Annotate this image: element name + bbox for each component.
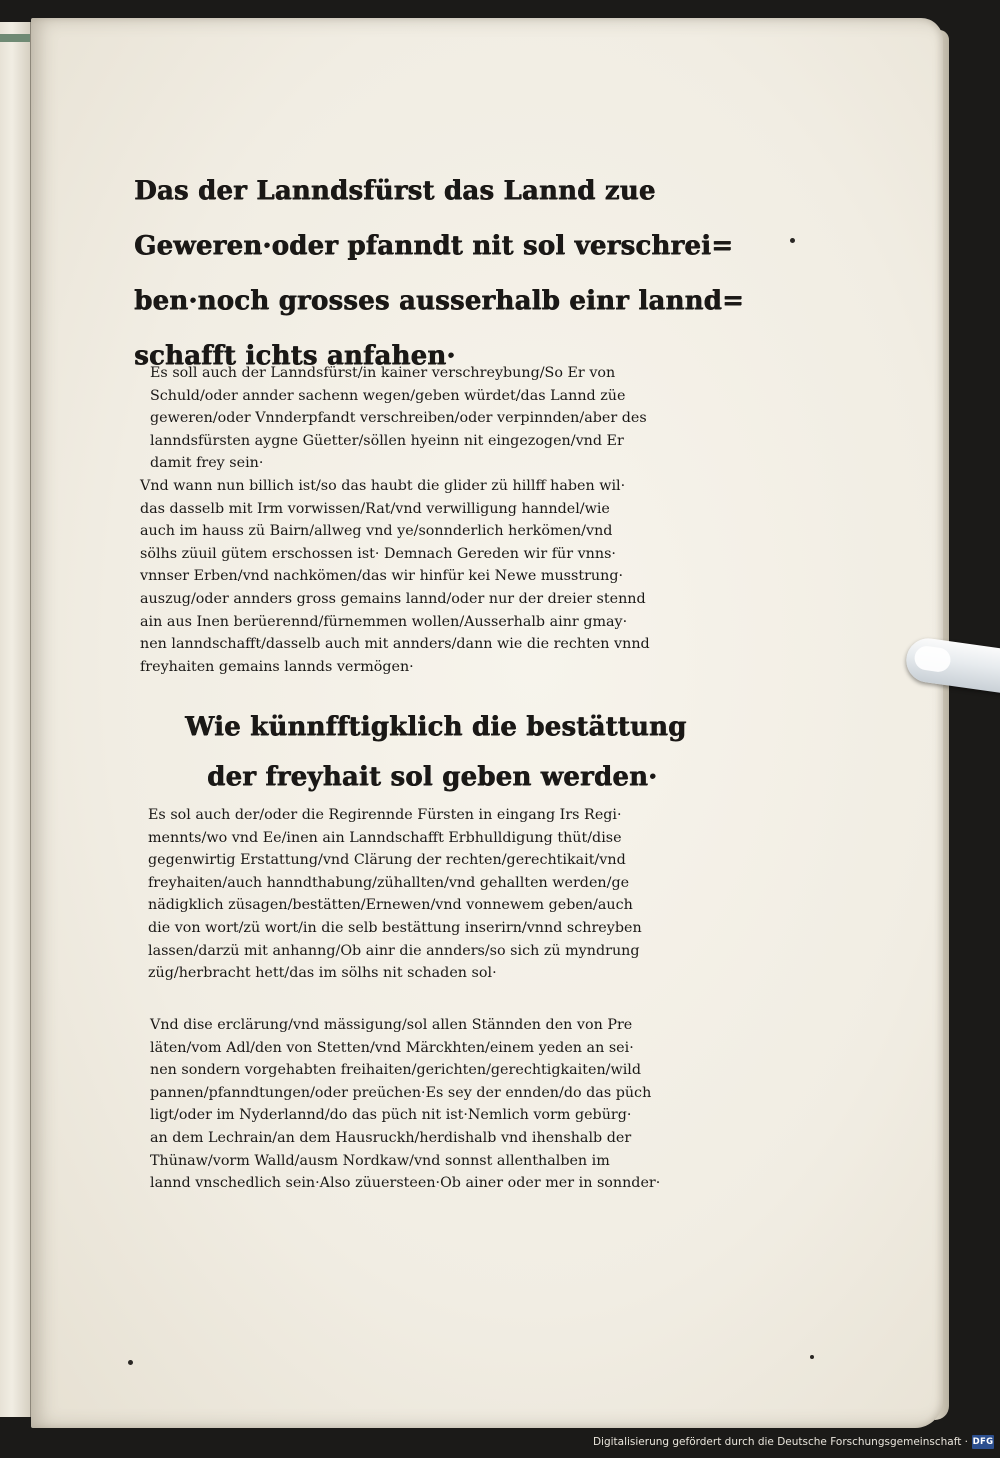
text-line: lassen/darzü mit anhanng/Ob ainr die annders/so sich zü myndrung (148, 942, 640, 959)
text-line: nen sondern vorgehabten freihaiten/gerichten/gerechtigkaiten/wild (150, 1062, 642, 1079)
ink-speck (810, 1355, 814, 1359)
text-line: Thünaw/vorm Walld/ausm Nordkaw/vnd sonnst allenthalben im (150, 1152, 610, 1169)
heading-line: Wie künnfftigklich die bestättung (185, 712, 687, 742)
text-line: pannen/pfanndtungen/oder preüchen·Es sey der ennden/do das püch (150, 1084, 652, 1101)
text-line: damit frey sein· (150, 455, 264, 472)
heading-line: Geweren·oder pfanndt nit sol verschrei= (134, 231, 734, 261)
text-line: die von wort/zü wort/in die selb bestättung inserirn/vnnd schreyben (148, 919, 642, 936)
digitization-credit (593, 1434, 994, 1450)
text-line: auch im hauss zü Bairn/allweg vnd ye/sonnderlich herkömen/vnd (140, 523, 613, 540)
dfg-logo-icon: DFG (972, 1437, 994, 1447)
text-line: lannd vnschedlich sein·Also züuersteen·Ob ainer oder mer in sonnder· (150, 1175, 661, 1192)
text-line: züg/herbracht hett/das im sölhs nit schaden sol· (148, 965, 497, 982)
text-line: Schuld/oder annder sachenn wegen/geben würdet/das Lannd züe (150, 387, 626, 404)
text-line: ligt/oder im Nyderlannd/do das püch nit ist·Nemlich vorm gebürg· (150, 1107, 632, 1124)
text-line: Vnd dise erclärung/vnd mässigung/sol allen Stännden den von Pre (150, 1017, 633, 1033)
heading-line: schafft ichts anfahen· (134, 341, 456, 371)
text-line: ain aus Inen berüerennd/fürnemmen wollen/Ausserhalb ainr gmay· (140, 613, 628, 630)
text-line: nen lanndschafft/dasselb auch mit annders/dann wie die rechten vnnd (140, 636, 650, 653)
heading-line: Das der Lanndsfürst das Lannd zue (134, 176, 656, 206)
section-heading-1 (134, 164, 774, 384)
text-line: freyhaiten/auch hanndthabung/zühallten/vnd gehallten werden/ge (148, 874, 630, 891)
text-line: auszug/oder annders gross gemains lannd/oder nur der dreier stennd (140, 590, 646, 607)
text-line: läten/vom Adl/den von Stetten/vnd Märckhten/einem yeden an sei· (150, 1039, 634, 1056)
text-line: Es soll auch der Lanndsfürst/in kainer verschreybung/So Er von (150, 365, 616, 381)
text-line: gegenwirtig Erstattung/vnd Clärung der rechten/gerechtikait/vnd (148, 852, 626, 869)
text-line: das dasselb mit Irm vorwissen/Rat/vnd verwilligung hanndel/wie (140, 500, 610, 517)
credit-text: Digitalisierung gefördert durch die Deutsche Forschungsgemeinschaft · (592, 1436, 968, 1448)
text-line: nädigklich züsagen/bestätten/Ernewen/vnd vonnewem geben/auch (148, 897, 633, 914)
paragraph-3 (148, 804, 642, 985)
text-line: geweren/oder Vnnderpfandt verschreiben/oder verpinnden/aber des (150, 410, 647, 427)
previous-page-edge (0, 22, 31, 1417)
paragraph-4 (150, 1014, 660, 1195)
paragraph-1 (150, 362, 647, 475)
paragraph-2 (140, 475, 650, 678)
text-line: mennts/wo vnd Ee/inen ain Lanndschafft Erbhulldigung thüt/dise (148, 829, 622, 846)
heading-line: ben·noch grosses ausserhalb einr lannd= (134, 286, 744, 316)
text-line: Es sol auch der/oder die Regirennde Fürsten in eingang Irs Regi· (148, 807, 622, 823)
text-line: Vnd wann nun billich ist/so das haubt die glider zü hillff haben wil· (140, 478, 626, 494)
section-heading-2 (185, 702, 686, 802)
ink-speck (790, 238, 795, 243)
text-line: vnnser Erben/vnd nachkömen/das wir hinfür kei Newe musstrung· (140, 568, 624, 585)
text-line: lanndsfürsten aygne Güetter/söllen hyeinn nit eingezogen/vnd Er (150, 432, 624, 449)
heading-line: der freyhait sol geben werden· (207, 762, 658, 792)
ink-speck (128, 1360, 133, 1365)
text-line: an dem Lechrain/an dem Hausruckh/herdishalb vnd ihenshalb der (150, 1129, 632, 1146)
text-line: sölhs züuil gütem erschossen ist· Demnach Gereden wir für vnns· (140, 545, 616, 562)
text-line: freyhaiten gemains lannds vermögen· (140, 658, 414, 675)
binding-band (0, 34, 30, 42)
